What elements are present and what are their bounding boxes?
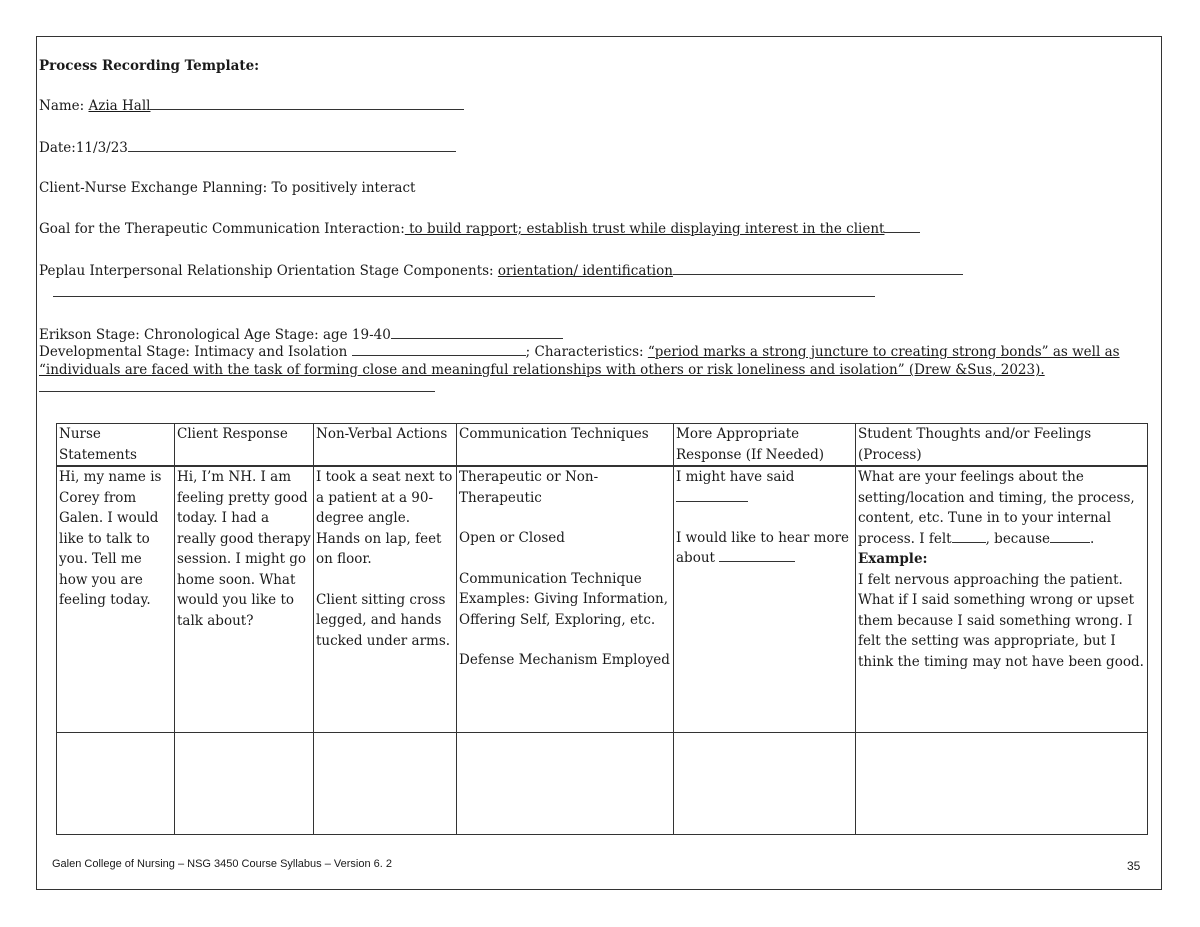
peplau-blank bbox=[673, 262, 963, 275]
empty-cell-more[interactable] bbox=[674, 733, 856, 835]
dev-label: Developmental Stage: Intimacy and Isolation bbox=[39, 344, 352, 360]
student-blank-2 bbox=[1050, 530, 1090, 543]
date-blank bbox=[128, 139, 456, 152]
table-row bbox=[57, 466, 1148, 733]
cell-client-response[interactable]: Hi, I’m NH. I am feeling pretty good today. I had a really good therapy session. I might go home soon. What would you like to talk about? bbox=[175, 466, 314, 733]
table-row-empty bbox=[57, 733, 1148, 835]
developmental-stage-block bbox=[39, 343, 1134, 397]
name-value[interactable]: Azia Hall bbox=[88, 98, 151, 114]
empty-cell-nurse[interactable] bbox=[57, 733, 175, 835]
student-example-text: I felt nervous approaching the patient. What if I said something wrong or upset them because I said something wrong. I felt the setting was appropriate, but I think the timing may not have been good. bbox=[858, 571, 1144, 670]
erikson-blank bbox=[391, 326, 563, 339]
date-value[interactable]: 11/3/23 bbox=[75, 140, 128, 156]
peplau-label: Peplau Interpersonal Relationship Orientation Stage Components: bbox=[39, 263, 498, 279]
more-blank-2 bbox=[719, 549, 795, 562]
goal-label: Goal for the Therapeutic Communication Interaction: bbox=[39, 221, 405, 237]
date-label: Date: bbox=[39, 140, 76, 156]
more-might-have-said: I might have said bbox=[676, 469, 795, 485]
name-label: Name: bbox=[39, 98, 89, 114]
cell-more-appropriate[interactable] bbox=[674, 466, 856, 733]
empty-cell-nonverbal[interactable] bbox=[314, 733, 457, 835]
page-title: Process Recording Template: bbox=[39, 58, 260, 74]
cell-non-verbal[interactable] bbox=[314, 466, 457, 733]
header-communication-techniques: Communication Techniques bbox=[457, 424, 674, 467]
header-non-verbal-actions: Non-Verbal Actions bbox=[314, 424, 457, 467]
characteristics-blank bbox=[39, 379, 435, 392]
goal-value[interactable]: to build rapport; establish trust while displaying interest in the client bbox=[404, 221, 885, 237]
erikson-text: Erikson Stage: Chronological Age Stage: age 19-40 bbox=[39, 327, 391, 343]
empty-cell-client[interactable] bbox=[175, 733, 314, 835]
name-blank bbox=[150, 97, 464, 110]
process-recording-table bbox=[56, 423, 1148, 835]
more-hear-more-text: I would like to hear more about bbox=[676, 529, 850, 566]
footer-course-info: Galen College of Nursing – NSG 3450 Course Syllabus – Version 6. 2 bbox=[52, 858, 392, 870]
characteristics-label: ; Characteristics: bbox=[525, 344, 648, 360]
cell-communication-techniques[interactable] bbox=[457, 466, 674, 733]
date-line bbox=[39, 139, 456, 157]
student-prompt: What are your feelings about the setting/location and timing, the process, content, etc. Tune in to your internal process. I felt bbox=[858, 469, 1135, 547]
dev-blank bbox=[352, 343, 526, 356]
nonverbal-client: Client sitting cross legged, and hands tucked under arms. bbox=[316, 591, 451, 649]
nonverbal-nurse: I took a seat next to a patient at a 90-degree angle. Hands on lap, feet on floor. bbox=[316, 469, 453, 567]
header-nurse-statements: Nurse Statements bbox=[57, 424, 175, 467]
planning-line bbox=[39, 179, 415, 197]
peplau-extra-line bbox=[53, 296, 875, 297]
empty-cell-student[interactable] bbox=[856, 733, 1148, 835]
peplau-value[interactable]: orientation/ identification bbox=[497, 263, 673, 279]
more-blank-row bbox=[676, 488, 853, 508]
comm-technique-examples: Communication Technique Examples: Giving Information, Offering Self, Exploring, etc. bbox=[459, 570, 669, 628]
empty-cell-comm[interactable] bbox=[457, 733, 674, 835]
planning-label: Client-Nurse Exchange Planning: bbox=[39, 180, 272, 196]
cell-student-thoughts[interactable]: What are your feelings about the setting/location and timing, the process, content, etc. Tune in to your internal process. I felt , because . Example: I felt nervous approaching the patient. What if I said something wrong or upset them because I said something wrong. I felt the setting was appropriate, but I think the timing may not have been good. bbox=[856, 466, 1148, 733]
name-line bbox=[39, 97, 464, 115]
student-because: because bbox=[994, 530, 1051, 547]
student-example-label: Example: bbox=[858, 551, 928, 567]
student-blank-1 bbox=[952, 530, 986, 543]
footer-page-number: 35 bbox=[1127, 859, 1141, 873]
header-client-response: Client Response bbox=[175, 424, 314, 467]
comm-therapeutic: Therapeutic or Non-Therapeutic bbox=[459, 469, 599, 506]
more-blank-1 bbox=[676, 489, 748, 502]
header-student-thoughts: Student Thoughts and/or Feelings (Process) bbox=[856, 424, 1148, 467]
comm-defense-mechanism: Defense Mechanism Employed bbox=[459, 652, 670, 668]
erikson-line bbox=[39, 326, 563, 344]
more-hear-more bbox=[676, 528, 853, 569]
comm-open-closed: Open or Closed bbox=[459, 530, 565, 546]
header-more-appropriate-response: More Appropriate Response (If Needed) bbox=[674, 424, 856, 467]
cell-nurse-statement[interactable]: Hi, my name is Corey from Galen. I would like to talk to you. Tell me how you are feeling today. bbox=[57, 466, 175, 733]
peplau-line bbox=[39, 262, 963, 280]
planning-value[interactable]: To positively interact bbox=[271, 180, 416, 196]
table-header-row bbox=[57, 424, 1148, 467]
goal-blank bbox=[884, 220, 920, 233]
characteristics-value[interactable]: “period marks a strong juncture to creating strong bonds” as well as “individuals are faced with the task of forming close and meaningful relationships with others or risk loneliness and isolation” (Drew &Sus, 2023). bbox=[39, 344, 1120, 378]
goal-line bbox=[39, 220, 920, 238]
